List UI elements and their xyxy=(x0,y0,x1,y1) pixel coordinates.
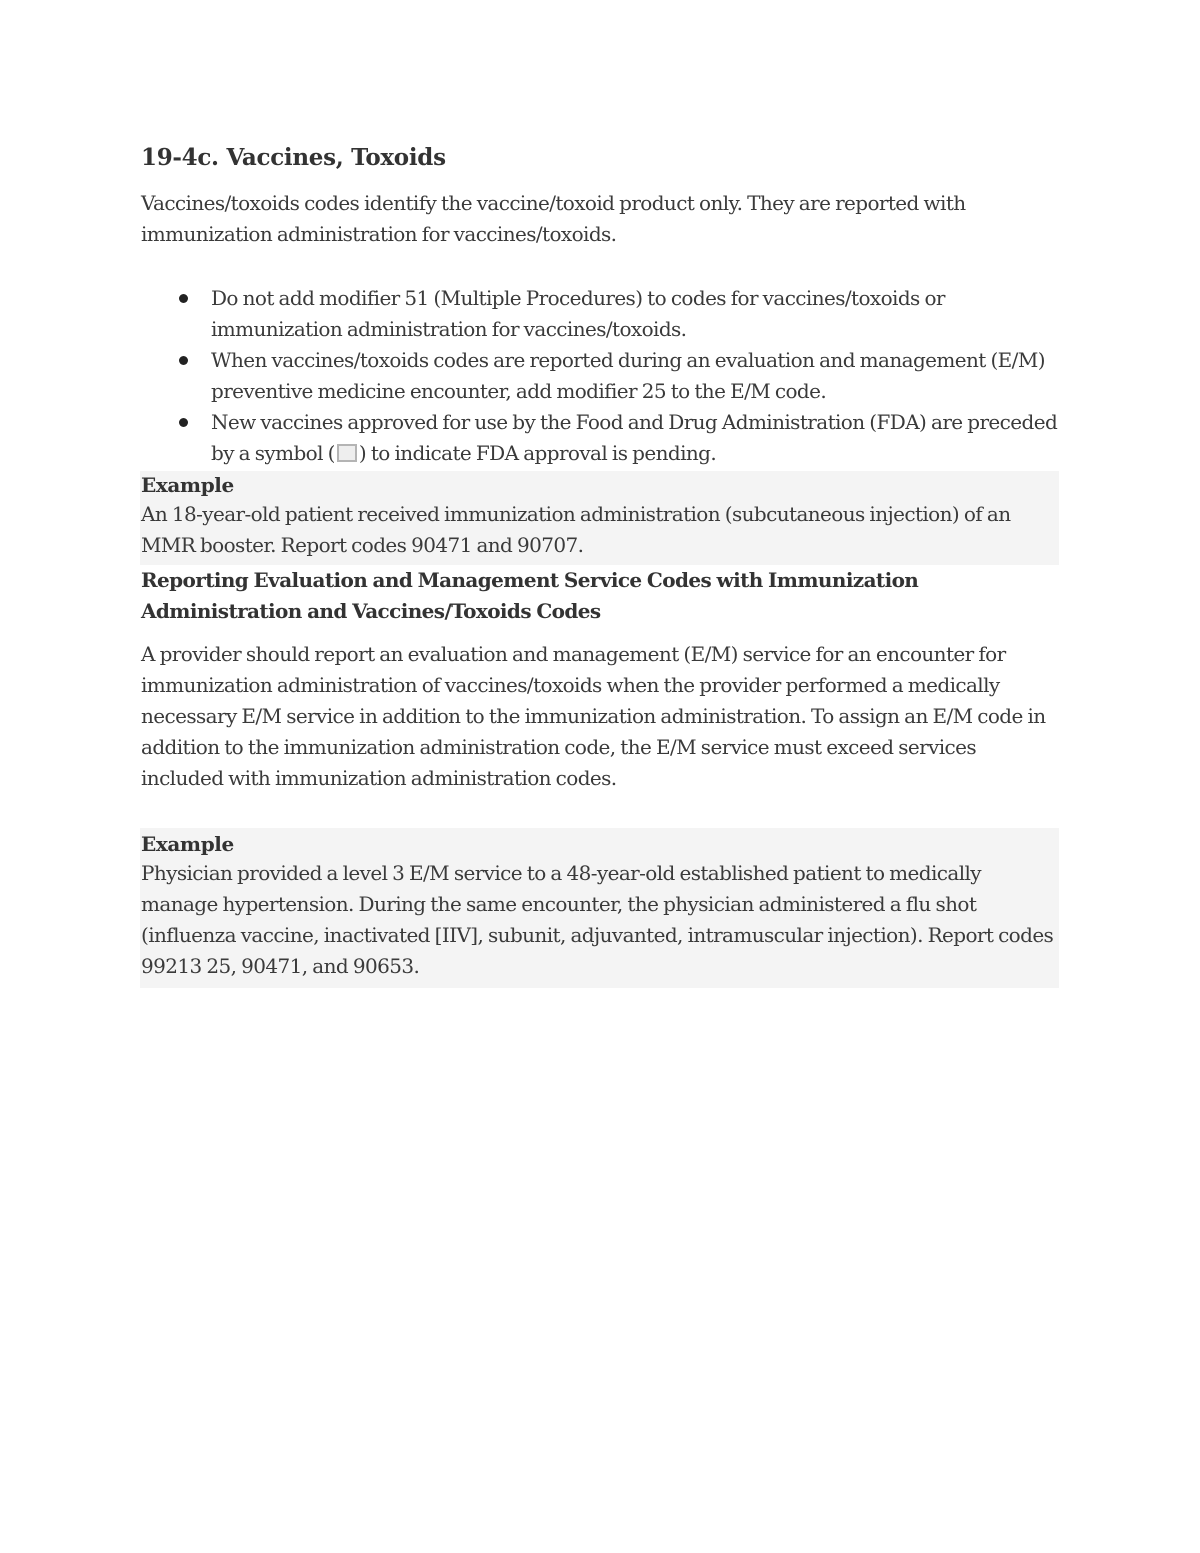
document-page xyxy=(141,140,1059,988)
section-title: 19-4c. Vaccines, Toxoids xyxy=(141,144,446,171)
list-item xyxy=(141,345,1059,407)
list-item xyxy=(141,407,1059,469)
guideline-list xyxy=(141,283,1059,469)
list-item-text: Do not add modifier 51 (Multiple Procedures) to codes for vaccines/toxoids or immunization administration for vaccines/toxoids. xyxy=(211,286,945,341)
body-paragraph: A provider should report an evaluation and management (E/M) service for an encounter for immunization administration of vaccines/toxoids when the provider performed a medically necessary E/M service in addition to the immunization administration. To assign an E/M code in addition to the immunization administration code, the E/M service must exceed services included with immunization administration codes. xyxy=(141,642,1046,790)
list-item-text-before-symbol: New vaccines approved for use by the Food and Drug Administration (FDA) are preceded by a symbol ( xyxy=(211,410,1058,465)
example-label: Example xyxy=(141,832,234,856)
example-label: Example xyxy=(141,473,234,497)
example-box xyxy=(140,828,1059,988)
list-item xyxy=(141,283,1059,345)
bullet-icon xyxy=(179,418,188,427)
list-item-text: When vaccines/toxoids codes are reported during an evaluation and management (E/M) preventive medicine encounter, add modifier 25 to the E/M code. xyxy=(211,348,1045,403)
example-text: An 18-year-old patient received immunization administration (subcutaneous injection) of an MMR booster. Report codes 90471 and 90707. xyxy=(141,502,1011,557)
intro-paragraph: Vaccines/toxoids codes identify the vaccine/toxoid product only. They are reported with immunization administration for vaccines/toxoids. xyxy=(141,191,966,246)
bullet-icon xyxy=(179,356,188,365)
example-text: Physician provided a level 3 E/M service to a 48-year-old established patient to medically manage hypertension. During the same encounter, the physician administered a flu shot (influenza vaccine, inactivated [IIV], subunit, adjuvanted, intramuscular injection). Report codes 99213 25, 90471, and 90653. xyxy=(141,861,1054,978)
subheading: Reporting Evaluation and Management Service Codes with Immunization Administration and Vaccines/Toxoids Codes xyxy=(141,568,919,623)
fda-pending-symbol-icon xyxy=(337,444,357,462)
list-item-text-after-symbol: ) to indicate FDA approval is pending. xyxy=(358,441,717,465)
example-box xyxy=(140,471,1059,565)
bullet-icon xyxy=(179,294,188,303)
